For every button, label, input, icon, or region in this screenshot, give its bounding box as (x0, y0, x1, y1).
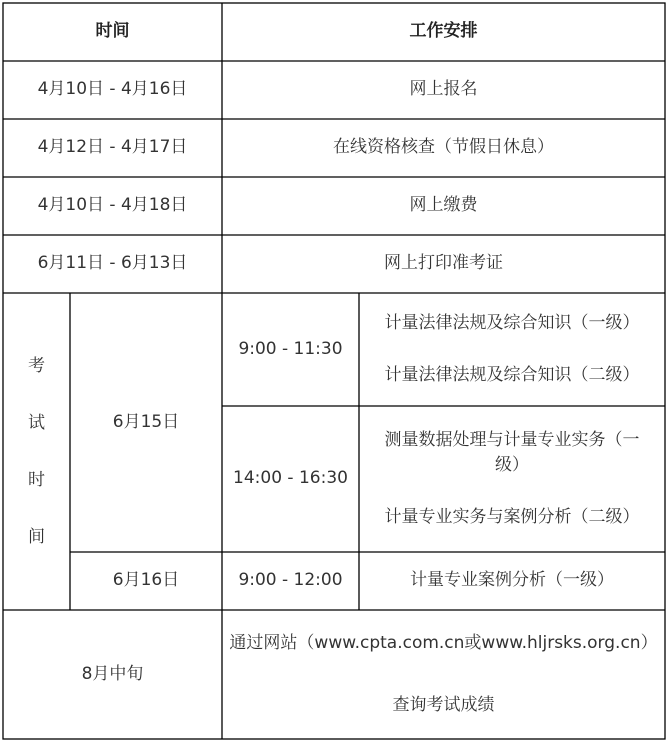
row-2-time: 4月12日 - 4月17日 (37, 137, 188, 158)
subject-item: 计量专业实务与案例分析（二级） (384, 506, 640, 527)
row-1-task: 网上报名 (409, 79, 478, 100)
header-time: 时间 (95, 21, 130, 42)
exam-day2-subject: 计量专业案例分析（一级） (410, 570, 614, 591)
exam-day1-session2-time: 14:00 - 16:30 (233, 468, 348, 489)
header-arrangement: 工作安排 (409, 21, 478, 42)
exam-day2-time: 9:00 - 12:00 (238, 570, 343, 591)
exam-label-char: 间 (28, 526, 45, 547)
subject-item: 计量法律法规及综合知识（一级） (384, 313, 640, 333)
subject-item: 计量法律法规及综合知识（二级） (384, 364, 640, 385)
results-line: 通过网站（www.cpta.com.cn或www.hljrsks.org.cn） (229, 633, 658, 653)
exam-day1-session1-time: 9:00 - 11:30 (238, 338, 343, 359)
results-time: 8月中旬 (81, 663, 144, 684)
results-line: 查询考试成绩 (392, 694, 495, 715)
exam-day1-date: 6月15日 (112, 411, 180, 432)
row-1-time: 4月10日 - 4月16日 (37, 79, 188, 100)
subject-item: 测量数据处理与计量专业实务（一 (384, 429, 640, 450)
row-4-time: 6月11日 - 6月13日 (37, 253, 188, 274)
row-4-task: 网上打印准考证 (384, 253, 503, 274)
exam-label-char: 考 (28, 355, 45, 376)
row-3-task: 网上缴费 (409, 195, 478, 216)
row-2-task: 在线资格核查（节假日休息） (333, 137, 554, 158)
subject-item-cont: 级） (495, 455, 529, 476)
exam-label-char: 时 (28, 469, 45, 490)
exam-day2-date: 6月16日 (112, 570, 180, 591)
exam-label-char: 试 (28, 412, 45, 433)
row-3-time: 4月10日 - 4月18日 (37, 195, 188, 216)
